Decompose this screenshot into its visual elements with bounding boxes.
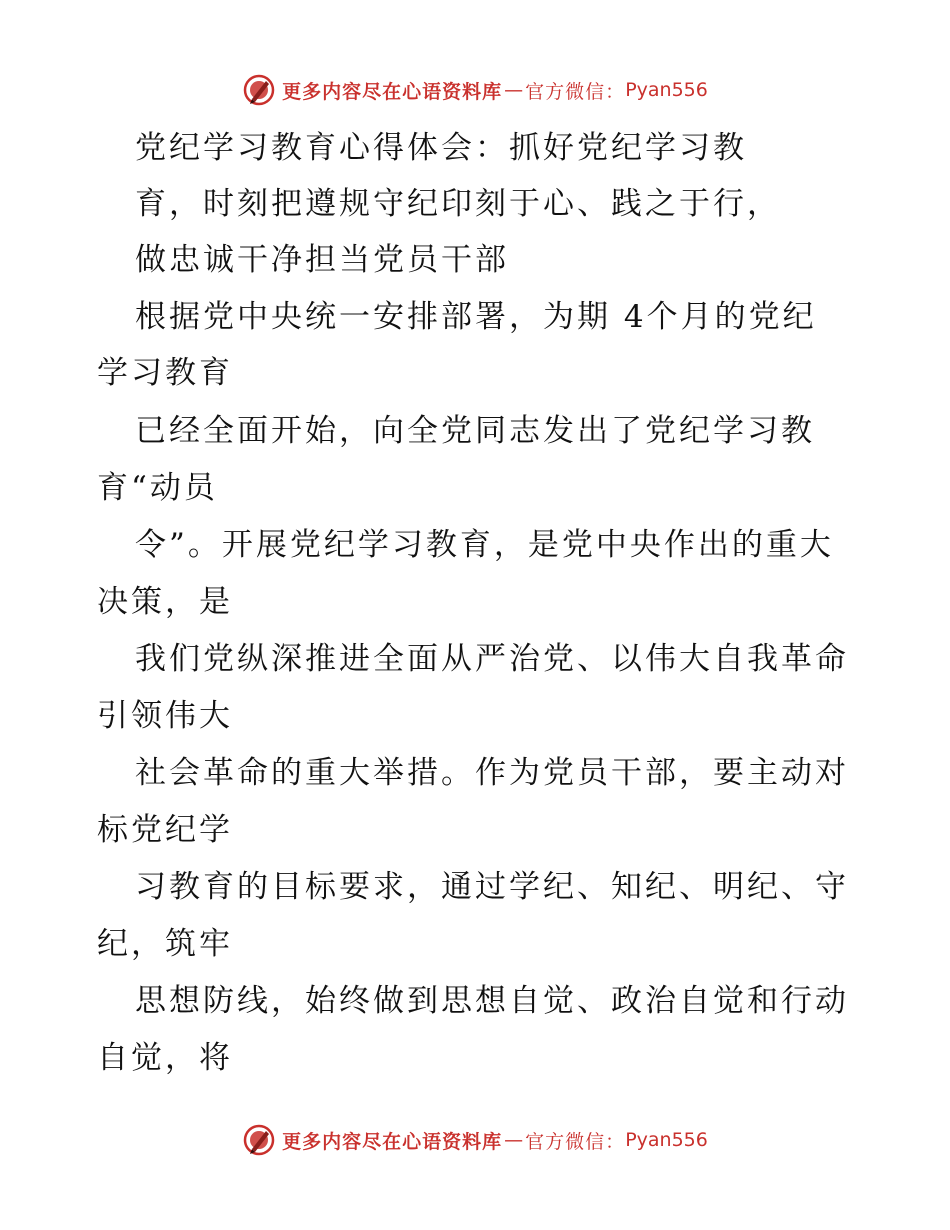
body-line: 令”。开展党纪学习教育，是党中央作出的重大 (135, 527, 834, 563)
banner-brand-text: 更多内容尽在心语资料库 (282, 80, 503, 103)
body-line: 自觉，将 (97, 1040, 233, 1076)
body-line: 纪，筑牢 (97, 926, 233, 962)
body-line: 思想防线，始终做到思想自觉、政治自觉和行动 (135, 983, 849, 1019)
title-line-3: 做忠诚干净担当党员干部 (135, 242, 509, 278)
banner-wechat-label: 官方微信： (525, 1130, 626, 1153)
footer-banner (0, 1120, 950, 1160)
body-line: 引领伟大 (97, 698, 233, 734)
banner-wechat-account: Pyan556 (625, 79, 708, 101)
banner-wechat-label: 官方微信： (525, 80, 626, 103)
title-line-2: 育，时刻把遵规守纪印刻于心、践之于行， (135, 186, 781, 222)
body-line: 社会革命的重大举措。作为党员干部，要主动对 (135, 755, 849, 791)
pen-seal-icon (242, 73, 276, 107)
title-line-1: 党纪学习教育心得体会：抓好党纪学习教 (135, 130, 747, 166)
header-banner (0, 70, 950, 110)
body-line: 标党纪学 (97, 812, 233, 848)
body-line: 学习教育 (97, 355, 233, 391)
body-line: 习教育的目标要求，通过学纪、知纪、明纪、守 (135, 869, 849, 905)
body-line: 我们党纵深推进全面从严治党、以伟大自我革命 (135, 641, 849, 677)
body-line: 已经全面开始，向全党同志发出了党纪学习教 (135, 413, 815, 449)
body-line: 育“动员 (97, 470, 218, 506)
banner-brand-text: 更多内容尽在心语资料库 (282, 1130, 503, 1153)
body-line: 决策，是 (97, 584, 233, 620)
banner-wechat-account: Pyan556 (625, 1129, 708, 1151)
banner-dash: — (504, 1129, 524, 1151)
body-line: 根据党中央统一安排部署，为期 4个月的党纪 (135, 299, 817, 335)
pen-seal-icon (242, 1123, 276, 1157)
banner-dash: — (504, 79, 524, 101)
